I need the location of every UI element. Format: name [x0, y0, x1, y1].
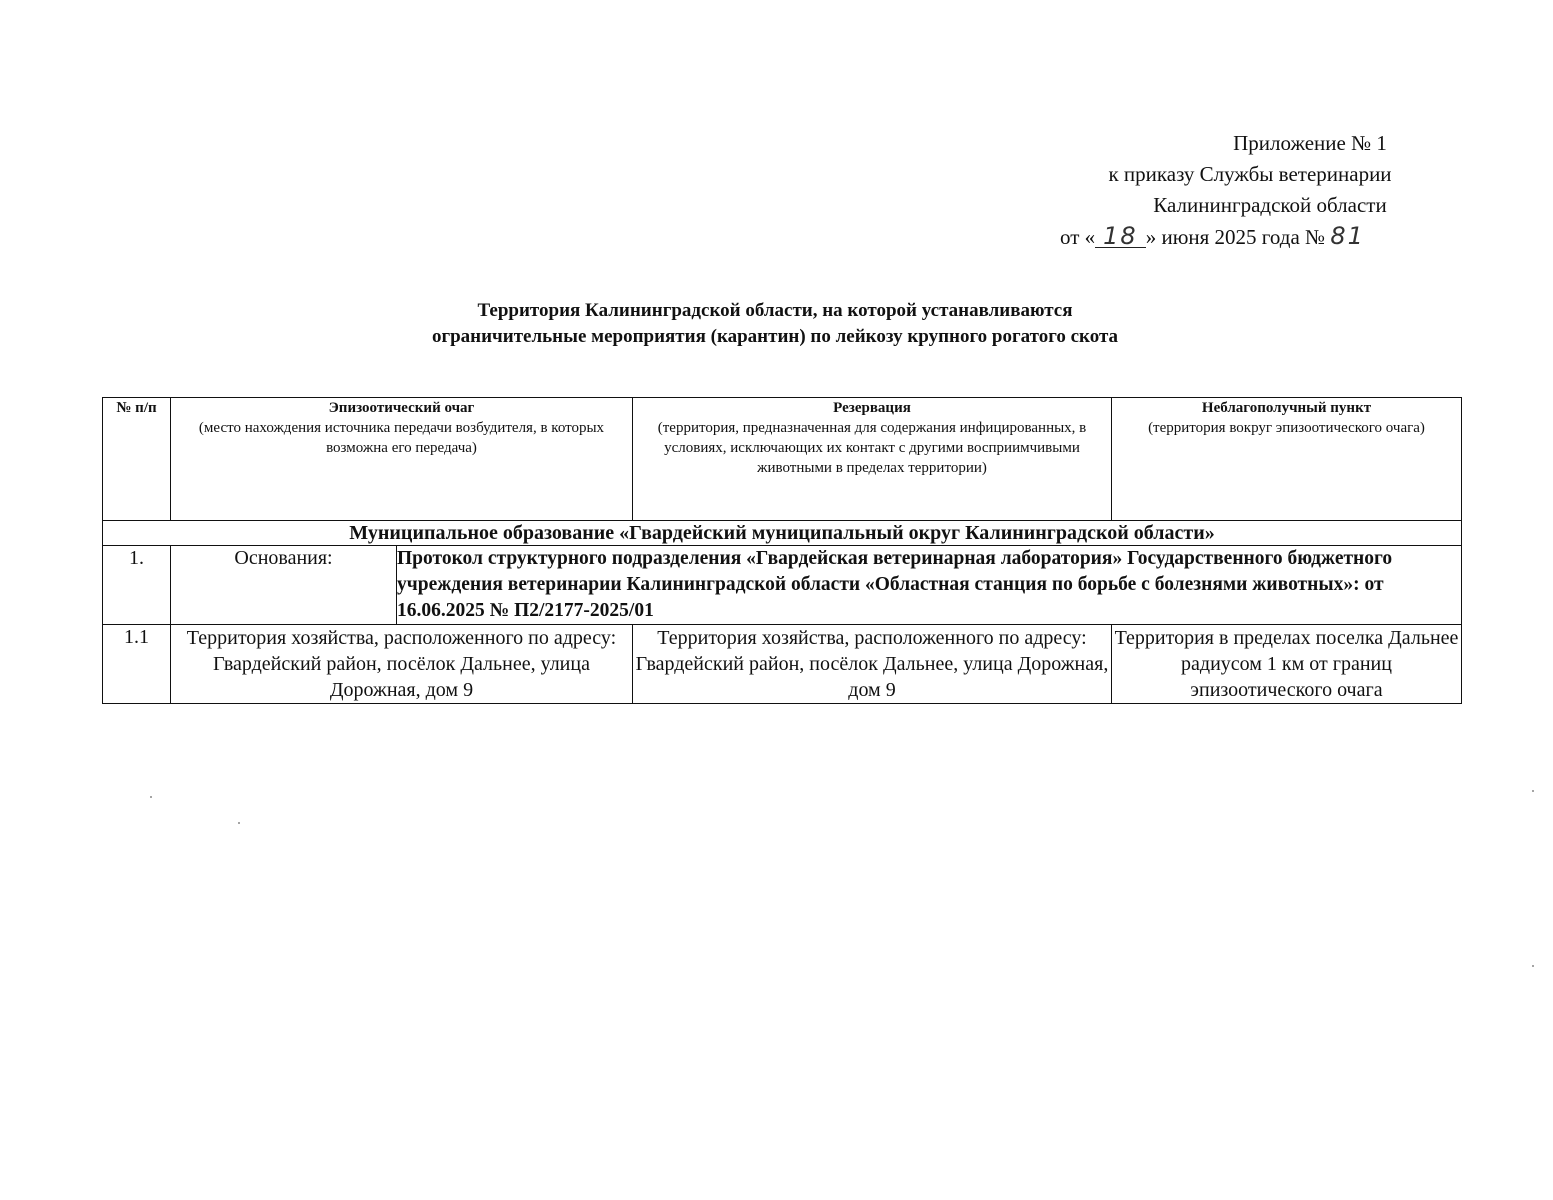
scan-speck — [238, 822, 240, 824]
point-cell: Территория в пределах поселка Дальнее радиусом 1 км от границ эпизоотического очага — [1112, 625, 1462, 704]
table-row — [103, 625, 1462, 704]
scan-speck — [1532, 965, 1534, 967]
reservation-cell: Территория хозяйства, расположенного по адресу: Гвардейский район, посёлок Дальнее, улица Дорожная, дом 9 — [633, 625, 1112, 704]
appendix-region: Калининградской области — [1153, 193, 1387, 217]
basis-text: Протокол структурного подразделения «Гвардейская ветеринарная лаборатория» Государственного бюджетного учреждения ветеринарии Калининградской области «Областная станция по борьбе с болезнями животных»: от 16.06.2025 № П2/2177-2025/01 — [397, 546, 1462, 625]
header-row — [103, 398, 1462, 521]
appendix-order-ref: к приказу Службы ветеринарии — [1108, 162, 1392, 186]
quarantine-table — [102, 397, 1462, 704]
basis-label: Основания: — [171, 546, 397, 625]
document-title — [280, 298, 1270, 350]
header-point: Неблагополучный пункт (территория вокруг эпизоотического очага) — [1112, 398, 1462, 521]
header-num: № п/п — [103, 398, 171, 521]
appendix-header — [1040, 128, 1460, 253]
row-number: 1. — [103, 546, 171, 625]
appendix-date-line — [1040, 221, 1460, 253]
table-row — [103, 546, 1462, 625]
header-focus: Эпизоотический очаг (место нахождения источника передачи возбудителя, в которых возможна его передача) — [171, 398, 633, 521]
municipality-section: Муниципальное образование «Гвардейский муниципальный округ Калининградской области» — [103, 521, 1462, 546]
date-prefix: от « — [1060, 225, 1096, 249]
appendix-number: Приложение № 1 — [1233, 131, 1387, 155]
section-row — [103, 521, 1462, 546]
title-line-1: Территория Калининградской области, на которой устанавливаются — [477, 300, 1073, 321]
handwritten-date: 18 — [1095, 225, 1146, 248]
row-number: 1.1 — [103, 625, 171, 704]
scan-speck — [150, 796, 152, 798]
scan-speck — [1532, 790, 1534, 792]
date-suffix: » июня 2025 года № — [1145, 225, 1326, 249]
title-line-2: ограничительные мероприятия (карантин) по лейкозу крупного рогатого скота — [431, 326, 1119, 347]
handwritten-order-number: 81 — [1330, 222, 1365, 250]
focus-cell: Территория хозяйства, расположенного по адресу: Гвардейский район, посёлок Дальнее, улица Дорожная, дом 9 — [171, 625, 633, 704]
header-reservation: Резервация (территория, предназначенная для содержания инфицированных, в условиях, исключающих их контакт с другими восприимчивыми животными в пределах территории) — [633, 398, 1112, 521]
